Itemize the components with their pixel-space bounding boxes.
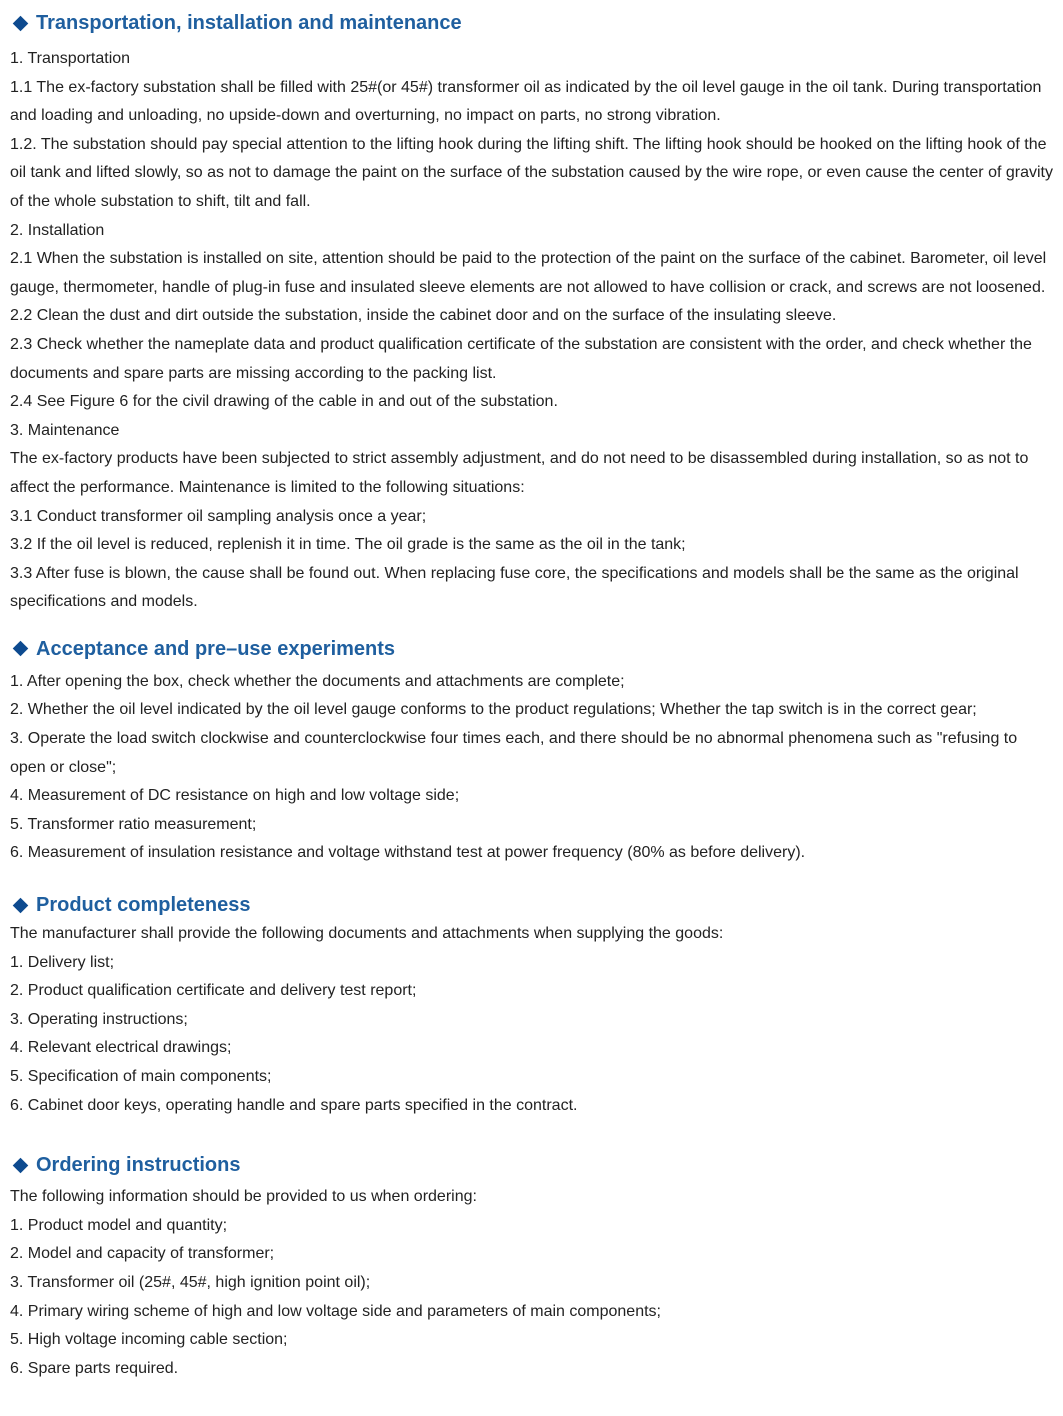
section-title: Transportation, installation and maintenance xyxy=(36,12,462,34)
paragraph: 1.2. The substation should pay special attention to the lifting hook during the lifting shift. The lifting hook should be hooked on the lifting hook of the oil tank and lifted slowly, so as not to damage the paint on the surface of the substation caused by the wire rope, or even cause the center of gravity of the whole substation to shift, tilt and fall. xyxy=(10,135,1053,210)
paragraph: The ex-factory products have been subjected to strict assembly adjustment, and do not need to be disassembled during installation, so as not to affect the performance. Maintenance is limited to the following situations: xyxy=(10,450,1029,496)
paragraph: 3.2 If the oil level is reduced, replenish it in time. The oil grade is the same as the oil in the tank; xyxy=(10,536,686,554)
diamond-icon xyxy=(13,15,29,31)
paragraph: 2.1 When the substation is installed on site, attention should be paid to the protection of the paint on the surface of the cabinet. Barometer, oil level gauge, thermometer, handle of plug-in fuse and insulated sleeve elements are not allowed to have collision or crack, and screws are not loosened. xyxy=(10,250,1047,296)
paragraph: 1. After opening the box, check whether the documents and attachments are complete; xyxy=(10,672,625,690)
paragraph: 3. Transformer oil (25#, 45#, high ignition point oil); xyxy=(10,1273,371,1291)
section-heading xyxy=(10,893,1055,917)
paragraph: The following information should be provided to us when ordering: xyxy=(10,1188,477,1206)
paragraph: 1. Delivery list; xyxy=(10,953,115,971)
paragraph: 2.3 Check whether the nameplate data and product qualification certificate of the substation are consistent with the order, and check whether the documents and spare parts are missing according to the packing list. xyxy=(10,335,1032,382)
paragraph: 2.2 Clean the dust and dirt outside the substation, inside the cabinet door and on the surface of the insulating sleeve. xyxy=(10,307,837,325)
paragraph: 4. Relevant electrical drawings; xyxy=(10,1039,232,1057)
paragraph: 6. Cabinet door keys, operating handle and spare parts specified in the contract. xyxy=(10,1096,578,1114)
paragraph: 2. Model and capacity of transformer; xyxy=(10,1245,275,1263)
paragraph: 2.4 See Figure 6 for the civil drawing of the cable in and out of the substation. xyxy=(10,393,558,411)
section-title: Product completeness xyxy=(36,894,251,917)
paragraph: 6. Spare parts required. xyxy=(10,1359,179,1377)
paragraph: 5. Transformer ratio measurement; xyxy=(10,815,257,833)
paragraph: 5. Specification of main components; xyxy=(10,1068,272,1085)
paragraph: 3.1 Conduct transformer oil sampling analysis once a year; xyxy=(10,507,427,525)
paragraph: 2. Whether the oil level indicated by the oil level gauge conforms to the product regulations; Whether the tap switch is in the correct gear; xyxy=(10,701,977,719)
paragraph: 4. Primary wiring scheme of high and low voltage side and parameters of main components; xyxy=(10,1302,661,1320)
paragraph: 1. Transportation xyxy=(10,50,131,67)
paragraph: 2. Product qualification certificate and delivery test report; xyxy=(10,982,417,1000)
section-heading xyxy=(10,1153,1055,1177)
paragraph: 3. Operating instructions; xyxy=(10,1010,188,1028)
paragraph: 1. Product model and quantity; xyxy=(10,1216,228,1234)
paragraph: 5. High voltage incoming cable section; xyxy=(10,1331,288,1349)
section-ordering-instructions xyxy=(10,1120,1055,1383)
paragraph: 6. Measurement of insulation resistance and voltage withstand test at power frequency (80% as before delivery). xyxy=(10,844,806,862)
diamond-icon xyxy=(13,641,29,657)
paragraph: The manufacturer shall provide the following documents and attachments when supplying the goods: xyxy=(10,925,724,943)
diamond-icon xyxy=(13,897,29,913)
section-title: Acceptance and pre–use experiments xyxy=(36,637,396,660)
section-title: Ordering instructions xyxy=(36,1154,241,1177)
paragraph: 1.1 The ex-factory substation shall be filled with 25#(or 45#) transformer oil as indicated by the oil level gauge in the oil tank. During transportation and loading and unloading, no upside-down and overturning, no impact on parts, no strong vibration. xyxy=(10,78,1042,125)
paragraph: 3. Operate the load switch clockwise and counterclockwise four times each, and there should be no abnormal phenomena such as "refusing to open or close"; xyxy=(10,730,1018,776)
paragraph: 3.3 After fuse is blown, the cause shall be found out. When replacing fuse core, the specifications and models shall be the same as the original specifications and models. xyxy=(10,564,1019,611)
section-product-completeness xyxy=(10,868,1055,1120)
paragraph: 2. Installation xyxy=(10,221,105,239)
section-acceptance xyxy=(10,617,1055,868)
paragraph: 4. Measurement of DC resistance on high and low voltage side; xyxy=(10,787,460,805)
section-heading xyxy=(10,637,1055,661)
diamond-icon xyxy=(13,1157,29,1173)
section-transportation xyxy=(10,0,1055,617)
paragraph: 3. Maintenance xyxy=(10,421,120,439)
section-heading xyxy=(10,11,1055,35)
